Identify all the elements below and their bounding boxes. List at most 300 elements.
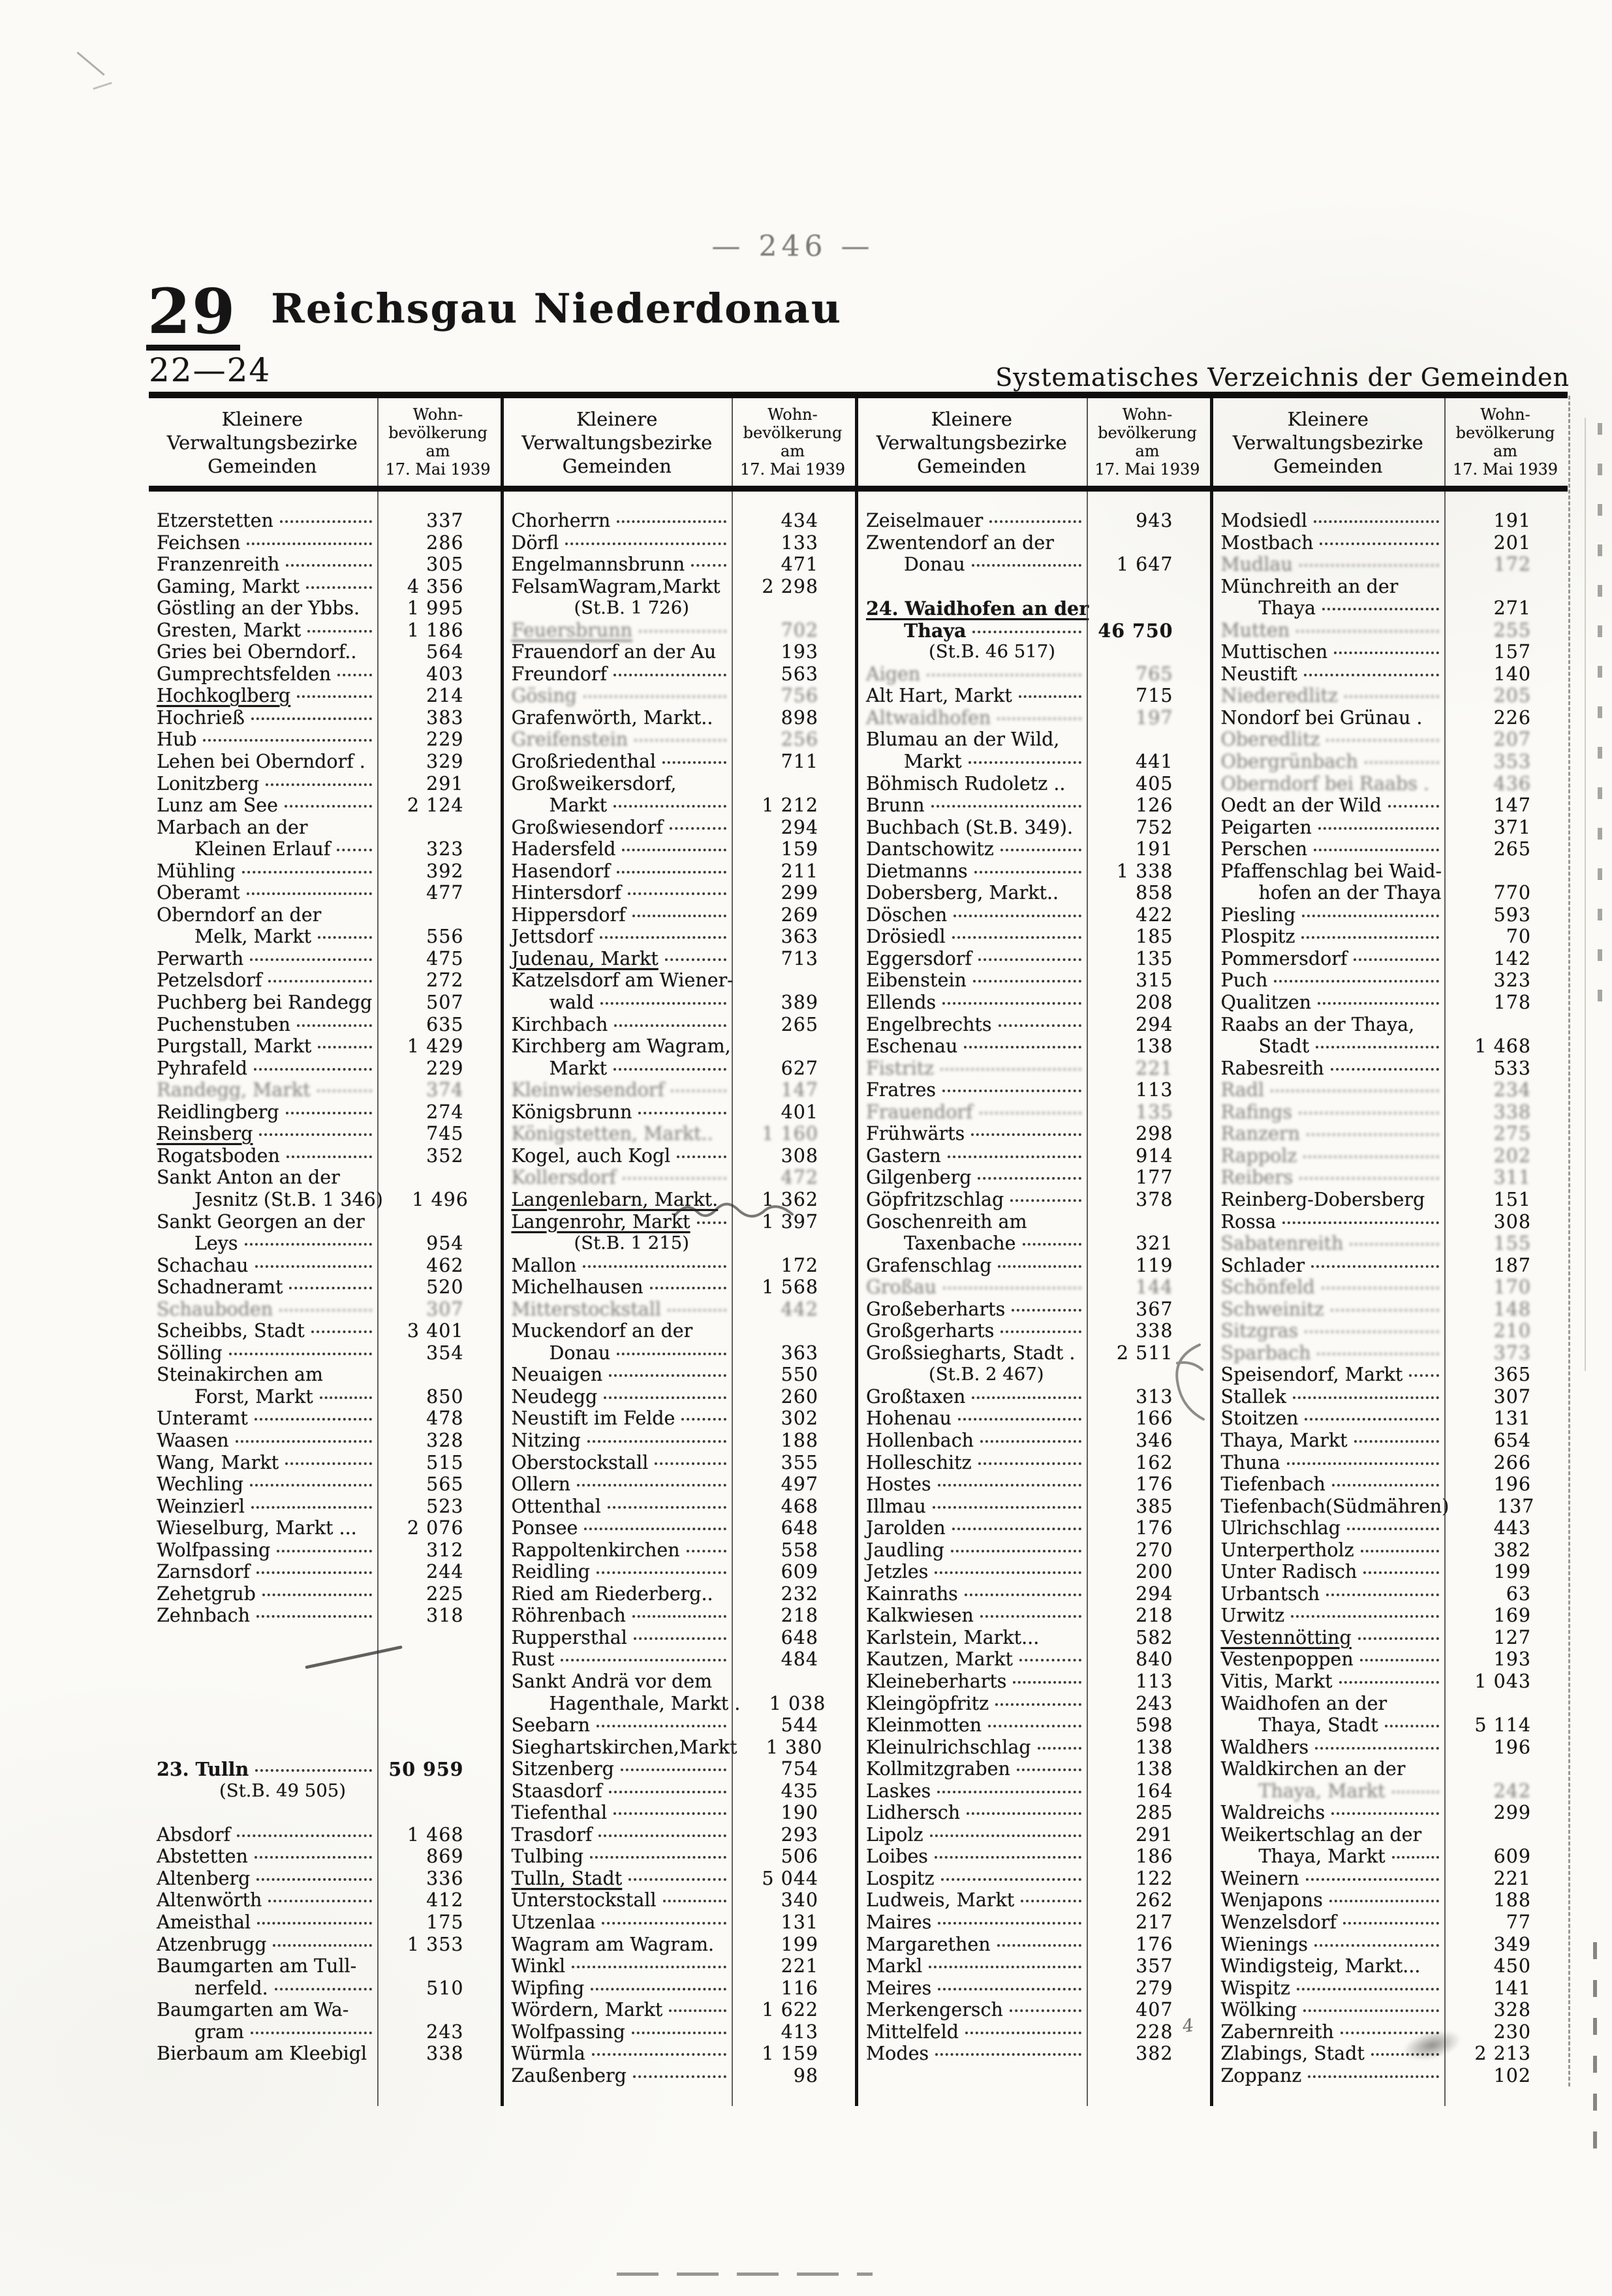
population-value: 243 <box>426 2021 464 2043</box>
gemeinde-name: Dobersberg, Markt.. <box>866 882 1059 904</box>
table-row <box>504 1342 856 1364</box>
dotted-leader <box>1305 1418 1439 1421</box>
gemeinde-name: Eschenau <box>866 1035 958 1058</box>
population-value: 850 <box>426 1385 464 1407</box>
dotted-leader <box>634 1637 726 1640</box>
dotted-leader <box>1306 1878 1439 1881</box>
population-value: 373 <box>1493 1342 1531 1364</box>
dotted-leader <box>1331 1068 1439 1071</box>
gemeinde-name: Wechling <box>157 1473 243 1496</box>
gemeinde-name: Rabesreith <box>1220 1057 1324 1079</box>
population-value: 442 <box>781 1298 818 1320</box>
gemeinde-name: Michelhausen <box>511 1276 643 1298</box>
population-value: 582 <box>1136 1626 1173 1648</box>
population-value: 207 <box>1493 729 1531 751</box>
population-value: 119 <box>1136 1254 1173 1276</box>
population-value: 523 <box>426 1495 464 1517</box>
dotted-leader <box>1311 1265 1439 1268</box>
population-value: 374 <box>426 1079 464 1101</box>
table-row <box>1213 1342 1568 1364</box>
gemeinde-name: Alt Hart, Markt <box>866 685 1012 707</box>
population-value: 46 750 <box>1098 619 1173 642</box>
column-pair-header <box>1213 398 1568 486</box>
table-row <box>1213 992 1568 1014</box>
population-value: 349 <box>1493 1933 1531 1955</box>
gemeinde-name: Jetzles <box>866 1561 929 1583</box>
gemeinde-name: Gastern <box>866 1144 941 1167</box>
column-pair-header <box>858 398 1213 486</box>
gemeinde-name: Engelmannsbrunn <box>511 554 685 576</box>
dotted-leader <box>1392 1791 1439 1793</box>
population-value: 269 <box>781 904 818 926</box>
gemeinde-name: Sabatenreith <box>1220 1233 1344 1255</box>
gemeinde-name: Unter Radisch <box>1220 1561 1357 1583</box>
dotted-leader <box>600 936 726 939</box>
gemeinde-name: Dantschowitz <box>866 838 994 860</box>
population-value: 151 <box>1493 1188 1531 1210</box>
table-row <box>149 1539 501 1562</box>
dotted-leader <box>965 1594 1081 1596</box>
table-row <box>149 1407 501 1430</box>
table-row <box>858 1561 1210 1583</box>
dotted-leader <box>980 1440 1081 1443</box>
table-row <box>1213 2021 1568 2043</box>
dotted-leader <box>951 1550 1081 1552</box>
population-value: 318 <box>426 1605 464 1627</box>
gemeinde-name: Gresten, Markt <box>157 619 302 641</box>
gemeinde-name: Frauendorf an der Au <box>511 641 717 663</box>
table-row <box>1213 1430 1568 1452</box>
gemeinde-name: Tiefenbach <box>1220 1473 1325 1496</box>
population-value: 713 <box>781 947 818 969</box>
gemeinde-name: Frauendorf <box>866 1101 973 1123</box>
population-value: 434 <box>781 510 818 531</box>
population-value: 131 <box>1493 1407 1531 1430</box>
table-row <box>149 1583 501 1605</box>
population-value: 593 <box>1493 904 1531 926</box>
dotted-leader <box>268 980 371 983</box>
table-row <box>1213 1539 1568 1562</box>
population-value: 185 <box>1136 926 1173 948</box>
gemeinde-name: Modsiedl <box>1220 510 1308 531</box>
gemeinde-name: wald <box>549 992 595 1014</box>
population-value: 550 <box>781 1364 818 1386</box>
dotted-leader <box>972 631 1081 633</box>
gemeinde-name: Eibenstein <box>866 969 967 992</box>
table-row <box>858 1430 1210 1452</box>
population-value: 190 <box>781 1802 818 1824</box>
table-row <box>504 641 856 663</box>
population-value: 272 <box>426 969 464 992</box>
table-row <box>504 948 856 970</box>
gemeinde-name: Hasendorf <box>511 860 610 882</box>
table-row <box>504 904 856 926</box>
gemeinde-name: Loibes <box>866 1846 928 1868</box>
table-row <box>149 1714 501 1737</box>
dotted-leader <box>592 2053 726 2056</box>
table-row <box>149 1167 501 1189</box>
population-value: 3 401 <box>407 1320 464 1342</box>
dotted-leader <box>632 2032 726 2034</box>
table-row <box>1213 1452 1568 1474</box>
gemeinde-name: Hintersdorf <box>511 882 621 904</box>
table-row <box>858 1648 1210 1671</box>
population-value: 355 <box>781 1451 818 1473</box>
table-row <box>149 1868 501 1890</box>
gemeinde-name: Zabernreith <box>1220 2021 1334 2043</box>
table-row <box>858 1889 1210 1911</box>
gemeinde-name: Tulln, Stadt <box>511 1867 623 1889</box>
population-value: 5 114 <box>1474 1714 1531 1737</box>
gemeinde-name: Blumau an der Wild, <box>866 729 1060 751</box>
gemeinde-name: Kleinwiesendorf <box>511 1079 665 1101</box>
dotted-leader <box>933 1506 1081 1509</box>
dotted-leader <box>972 1396 1081 1399</box>
gemeinde-name: Baumgarten am Wa- <box>157 1999 349 2021</box>
population-value: 135 <box>1136 1101 1173 1123</box>
table-body <box>149 492 1568 2106</box>
gemeinde-name: Wispitz <box>1220 1977 1290 1999</box>
gemeinde-name: Laskes <box>866 1780 931 1802</box>
table-row <box>858 1517 1210 1539</box>
dotted-leader <box>998 1265 1081 1268</box>
gemeinde-name: Röhrenbach <box>511 1605 626 1627</box>
table-row <box>1213 1014 1568 1036</box>
gemeinde-name: Großriedenthal <box>511 751 657 773</box>
population-value: 371 <box>1493 816 1531 838</box>
population-value: 170 <box>1493 1276 1531 1298</box>
table-row <box>149 1496 501 1518</box>
dotted-leader <box>1344 695 1439 698</box>
dotted-leader <box>1301 936 1439 939</box>
dotted-leader <box>565 543 726 545</box>
dotted-leader <box>973 980 1081 983</box>
table-row <box>858 729 1210 751</box>
gemeinde-name: Radl <box>1220 1079 1264 1101</box>
table-row <box>504 1298 856 1321</box>
gemeinde-name: Großsiegharts, Stadt . <box>866 1342 1076 1364</box>
table-row <box>149 904 501 926</box>
gemeinde-name: Zehetgrub <box>157 1582 256 1605</box>
table-row <box>149 1846 501 1868</box>
table-row <box>858 1473 1210 1496</box>
table-row <box>1213 1824 1568 1846</box>
table-column-pair <box>1213 492 1568 2106</box>
population-value: 648 <box>781 1626 818 1648</box>
table-row <box>149 1648 501 1671</box>
gemeinde-name: Brunn <box>866 794 925 817</box>
population-value: 1 380 <box>766 1736 823 1758</box>
gemeinde-name: Reinberg-Dobersberg <box>1220 1188 1425 1210</box>
table-row <box>504 1824 856 1846</box>
population-value: 138 <box>1136 1758 1173 1780</box>
dotted-leader <box>1350 1243 1439 1246</box>
dotted-leader <box>1331 1812 1439 1815</box>
population-value: 520 <box>426 1276 464 1298</box>
population-value: 702 <box>781 619 818 641</box>
population-value: 133 <box>781 531 818 554</box>
table-row <box>1213 1167 1568 1189</box>
table-row <box>858 685 1210 707</box>
gemeinde-name: Kleineberharts <box>866 1670 1007 1692</box>
dotted-leader <box>665 958 726 961</box>
dotted-leader <box>1299 1177 1439 1180</box>
table-row <box>1213 882 1568 904</box>
dotted-leader <box>971 1133 1081 1136</box>
table-row <box>858 751 1210 773</box>
gemeinde-name: Schweinitz <box>1220 1298 1324 1320</box>
gemeinde-name: Ludweis, Markt <box>866 1889 1015 1911</box>
table-row <box>149 1452 501 1474</box>
dotted-leader <box>633 2075 726 2078</box>
gemeinde-name: Dörfl <box>511 531 559 554</box>
gemeinde-name: Altwaidhofen <box>866 706 991 729</box>
population-value: 155 <box>1493 1233 1531 1255</box>
dotted-leader <box>254 1068 371 1071</box>
gemeinde-name: Markt <box>549 794 608 817</box>
dotted-leader <box>1326 739 1439 742</box>
population-value: 298 <box>1136 1123 1173 1145</box>
population-value: 715 <box>1136 685 1173 707</box>
gemeinde-name: Taxenbache <box>904 1233 1016 1255</box>
dotted-leader <box>583 1265 726 1268</box>
population-value: 840 <box>1136 1648 1173 1671</box>
gemeinde-name: Judenau, Markt <box>511 947 659 969</box>
population-value: 214 <box>426 685 464 707</box>
table-row <box>858 1605 1210 1627</box>
gemeinde-name: Langenlebarn, Markt. <box>511 1188 719 1210</box>
population-value: 340 <box>781 1889 818 1911</box>
population-value: 197 <box>1136 706 1173 729</box>
gemeinde-name: (St.B. 1 215) <box>574 1233 690 1254</box>
gemeinde-name: Franzenreith <box>157 554 280 576</box>
dotted-leader <box>251 1506 371 1509</box>
table-row <box>504 1145 856 1167</box>
dotted-leader <box>286 1112 372 1114</box>
gemeinde-name: Wolfpassing <box>511 2021 625 2043</box>
population-value: 328 <box>1493 1999 1531 2021</box>
gemeinde-name: Wienings <box>1220 1933 1308 1955</box>
table-row <box>858 904 1210 926</box>
table-row <box>149 1955 501 1977</box>
table-row <box>149 620 501 642</box>
dotted-leader <box>1365 761 1439 764</box>
population-value: 943 <box>1136 510 1173 531</box>
gemeinde-name: Ellends <box>866 992 937 1014</box>
dotted-leader <box>256 1878 371 1881</box>
gemeinde-name: Großweikersdorf, <box>511 772 677 794</box>
gemeinde-name: Rust <box>511 1648 555 1671</box>
population-value: 357 <box>1136 1955 1173 1977</box>
table-row <box>1213 1561 1568 1583</box>
table-row <box>504 1101 856 1124</box>
gemeinde-name: Großeberharts <box>866 1298 1006 1320</box>
gemeinde-name: Thaya, Markt <box>1258 1780 1386 1802</box>
population-value: 323 <box>426 838 464 860</box>
gemeinde-name: Staasdorf <box>511 1780 602 1802</box>
dotted-leader <box>942 1002 1081 1005</box>
population-value: 328 <box>426 1429 464 1451</box>
dotted-leader <box>974 871 1081 873</box>
gemeinde-name: Lehen bei Oberndorf . <box>157 751 365 773</box>
gemeinde-name: Kollmitzgraben <box>866 1758 1010 1780</box>
gemeinde-name: Thaya, Markt <box>1220 1429 1348 1451</box>
gemeinde-name: Unterstockstall <box>511 1889 657 1911</box>
population-value: 506 <box>781 1846 818 1868</box>
table-row <box>858 1627 1210 1649</box>
population-value: 405 <box>1136 772 1173 794</box>
dotted-leader <box>940 1068 1081 1071</box>
dotted-leader <box>1021 1900 1081 1902</box>
gemeinde-name: Jesnitz (St.B. 1 346) <box>194 1188 383 1210</box>
table-row <box>858 773 1210 795</box>
gemeinde-name: Thuna <box>1220 1451 1280 1473</box>
table-row <box>1213 510 1568 532</box>
gemeinde-name: Urwitz <box>1220 1605 1285 1627</box>
table-row <box>504 1802 856 1824</box>
table-right-rule <box>1568 396 1570 2086</box>
dotted-leader <box>948 1156 1081 1158</box>
table-row <box>504 1035 856 1058</box>
dotted-leader <box>273 1944 371 1947</box>
table-column-pair <box>858 492 1213 2106</box>
table-row <box>504 1079 856 1101</box>
dotted-leader <box>1308 2075 1439 2078</box>
table-row <box>149 597 501 620</box>
population-value: 187 <box>1493 1254 1531 1276</box>
table-row <box>504 1714 856 1737</box>
table-row <box>1213 532 1568 554</box>
gemeinde-name: Thaya <box>904 619 967 642</box>
gemeinde-name: Leys <box>194 1233 238 1255</box>
table-row <box>504 773 856 795</box>
population-value: 208 <box>1136 992 1173 1014</box>
table-row <box>149 576 501 598</box>
gemeinde-name: Gaming, Markt <box>157 575 300 597</box>
dotted-leader <box>1010 2009 1081 2012</box>
population-value: 176 <box>1136 1517 1173 1539</box>
gemeinden-table <box>149 392 1568 2106</box>
population-value: 196 <box>1493 1736 1531 1758</box>
gemeinde-name: Tulbing <box>511 1846 583 1868</box>
gemeinde-name: Urbantsch <box>1220 1582 1320 1605</box>
population-value: 745 <box>426 1123 464 1145</box>
table-row <box>858 707 1210 729</box>
dotted-leader <box>1318 827 1439 830</box>
gemeinde-name: Niederedlitz <box>1220 685 1338 707</box>
table-row <box>149 1517 501 1539</box>
dotted-leader <box>583 695 726 698</box>
table-row <box>504 1123 856 1145</box>
table-row <box>149 1320 501 1342</box>
gemeinde-name: Vestenpoppen <box>1220 1648 1354 1671</box>
population-value: 1 160 <box>762 1123 818 1145</box>
table-row <box>504 1627 856 1649</box>
population-value: 1 338 <box>1116 860 1173 882</box>
gemeinde-name: Weinzierl <box>157 1495 245 1517</box>
table-row <box>149 926 501 948</box>
table-row <box>858 1211 1210 1233</box>
table-row <box>149 707 501 729</box>
dotted-leader <box>632 915 726 917</box>
dotted-leader <box>251 2032 372 2034</box>
table-row <box>504 882 856 904</box>
gemeinde-name: Reibers <box>1220 1167 1294 1189</box>
table-row <box>1213 1079 1568 1101</box>
gemeinde-name: Marbach an der <box>157 816 308 838</box>
population-value: 266 <box>1493 1451 1531 1473</box>
dotted-leader <box>602 1922 726 1925</box>
gemeinde-name: Forst, Markt <box>194 1385 313 1407</box>
gemeinde-name: Neudegg <box>511 1385 598 1407</box>
dotted-leader <box>677 1156 726 1158</box>
dotted-leader <box>255 1265 372 1268</box>
dotted-leader <box>1363 1571 1439 1574</box>
table-row <box>858 620 1210 642</box>
population-value: 164 <box>1136 1780 1173 1802</box>
page-number: — 246 — <box>711 230 875 263</box>
population-value: 507 <box>426 992 464 1014</box>
population-value: 230 <box>1493 2021 1531 2043</box>
population-value: 441 <box>1136 751 1173 773</box>
population-value: 178 <box>1493 992 1531 1014</box>
table-row <box>1213 794 1568 817</box>
dotted-leader <box>687 1550 726 1552</box>
population-value: 1 468 <box>407 1823 464 1846</box>
dotted-leader <box>256 1615 372 1618</box>
table-row <box>858 1364 1210 1386</box>
table-row <box>149 1364 501 1386</box>
dotted-leader <box>1017 1769 1081 1771</box>
table-row <box>149 1605 501 1627</box>
dotted-leader <box>617 871 726 873</box>
dotted-leader <box>943 1287 1081 1289</box>
population-value: 383 <box>426 706 464 729</box>
dotted-leader <box>1316 1046 1439 1048</box>
gemeinde-name: Gries bei Oberndorf.. <box>157 641 357 663</box>
population-value: 116 <box>781 1977 818 1999</box>
dotted-leader <box>617 1353 726 1355</box>
gemeinde-name: Großwiesendorf <box>511 816 663 838</box>
dotted-leader <box>927 674 1081 676</box>
gemeinde-name: 23. Tulln <box>157 1758 249 1781</box>
table-row <box>1213 685 1568 707</box>
population-value: 346 <box>1136 1429 1173 1451</box>
dotted-leader <box>967 1812 1081 1815</box>
gemeinde-name: Großau <box>866 1276 937 1298</box>
population-value: 336 <box>426 1867 464 1889</box>
gemeinde-name: Wolfpassing <box>157 1539 271 1561</box>
gemeinde-name: Pommersdorf <box>1220 947 1348 969</box>
table-row <box>1213 948 1568 970</box>
dotted-leader <box>935 1571 1081 1574</box>
population-value: 412 <box>426 1889 464 1911</box>
population-value: 122 <box>1136 1867 1173 1889</box>
population-value: 291 <box>426 772 464 794</box>
gemeinde-name: Mitterstockstall <box>511 1298 661 1320</box>
table-row <box>858 663 1210 685</box>
gemeinde-name: Wenzelsdorf <box>1220 1911 1337 1933</box>
gemeinde-name: Fistritz <box>866 1057 935 1079</box>
population-value: 609 <box>781 1561 818 1583</box>
population-value: 4 356 <box>407 575 464 597</box>
gemeinde-name: Etzerstetten <box>157 510 273 531</box>
table-row <box>858 1868 1210 1890</box>
table-row <box>504 707 856 729</box>
gemeinde-name: Wagram am Wagram. <box>511 1933 715 1955</box>
gemeinde-name: Ruppersthal <box>511 1626 627 1648</box>
table-row <box>858 948 1210 970</box>
